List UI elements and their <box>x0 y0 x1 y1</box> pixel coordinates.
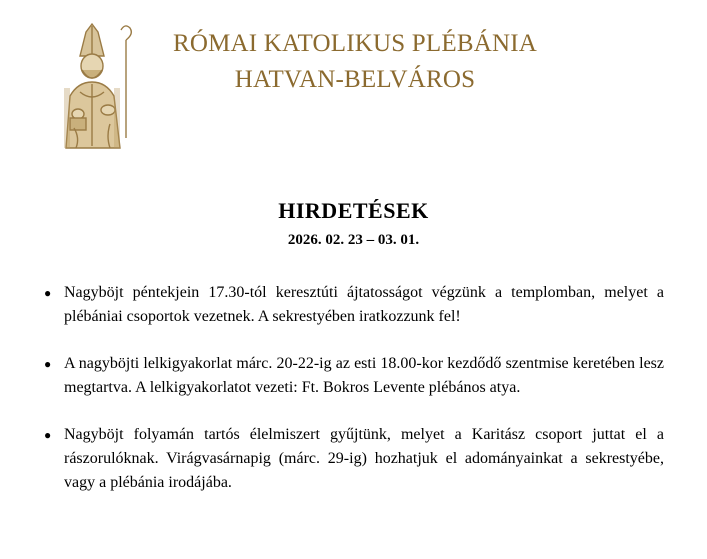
date-range: 2026. 02. 23 – 03. 01. <box>287 232 420 248</box>
list-item <box>44 423 664 495</box>
list-item <box>44 281 664 329</box>
page-title: HIRDETÉSEK <box>278 198 429 223</box>
bullet-icon: ● <box>44 428 52 442</box>
bullet-icon: ● <box>44 357 52 371</box>
bullet-icon: ● <box>44 286 52 300</box>
parish-location: HATVAN-BELVÁROS <box>234 66 476 93</box>
announcement-text: Nagyböjt péntekjein 17.30-tól keresztúti ájtatosságot végzünk a templomban, melyet a plébániai csoportok vezetnek. A sekrestyében iratkozzunk fel! <box>64 284 664 325</box>
announcement-text: Nagyböjt folyamán tartós élelmiszert gyűjtünk, melyet a Karitász csoport juttat el a rászorulóknak. Virágvasárnapig (márc. 29-ig) hozhatjuk el adományainkat a sekrestyébe, vagy a plébánia irodájába. <box>64 426 664 491</box>
saint-bishop-icon <box>50 18 140 153</box>
parish-name: RÓMAI KATOLIKUS PLÉBÁNIA <box>172 30 538 57</box>
parish-header <box>145 26 565 98</box>
list-item <box>44 352 664 400</box>
announcement-text: A nagyböjti lelkigyakorlat márc. 20-22-ig az esti 18.00-kor kezdődő szentmise keretében lesz megtartva. A lelkigyakorlatot vezeti: Ft. Bokros Levente plébános atya. <box>64 355 664 396</box>
announcement-list <box>44 281 664 518</box>
